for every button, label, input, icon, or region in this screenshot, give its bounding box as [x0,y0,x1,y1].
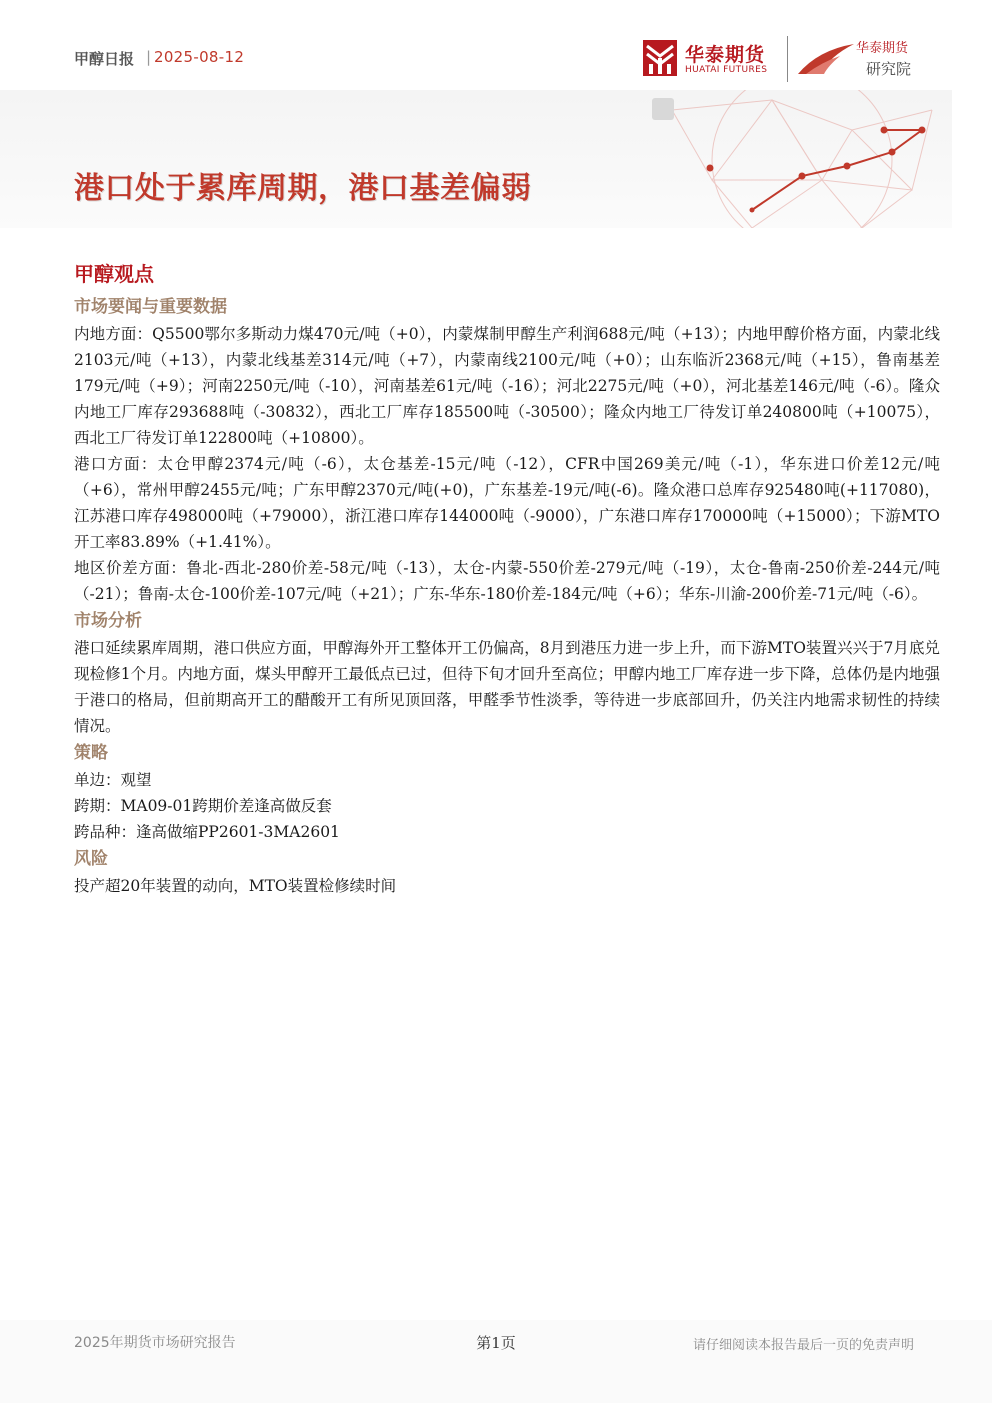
logo-en-text: HUATAI FUTURES [685,65,768,75]
report-date: 2025-08-12 [154,48,245,66]
market-news-heading: 市场要闻与重要数据 [74,297,227,317]
port-paragraph: 港口方面：太仓甲醇2374元/吨（-6），太仓基差-15元/吨（-12），CFR中国269美元/吨（-1），华东进口价差12元/吨（+6），常州甲醇2455元/吨；广东甲醇2370元/吨(+0)，广东基差-19元/吨(-6)。隆众港口总库存925480吨(+117080)，江苏港口库存498000吨（+79000），浙江港口库存144000吨（-9000），广东港口库存170000吨（+15000）；下游MTO开工率83.89%（+1.41%）。 [74,455,940,551]
logo-divider [787,36,788,82]
logo-cn-text: 华泰期货 [685,44,766,66]
title-banner [0,90,952,228]
strategy-cross: 跨品种：逢高做缩PP2601-3MA2601 [74,823,340,841]
institute-line1: 华泰期货 [856,41,909,56]
research-institute-logo [796,36,926,82]
huatai-logo-mark-icon [643,40,677,76]
strategy-heading: 策略 [74,743,108,763]
page-number: 第1页 [476,1334,516,1352]
network-graphic-icon [652,90,952,228]
strategy-spread: 跨期：MA09-01跨期价差逢高做反套 [74,797,332,815]
report-header [0,0,992,90]
page-headline: 港口处于累库周期，港口基差偏弱 [74,171,532,206]
disclaimer-note: 请仔细阅读本报告最后一页的免责声明 [692,1338,914,1353]
analysis-heading: 市场分析 [74,611,142,631]
huatai-futures-logo [643,40,783,80]
institute-line2: 研究院 [866,60,912,78]
risk-paragraph: 投产超20年装置的动向，MTO装置检修续时间 [74,877,397,895]
report-body [74,258,940,899]
page-footer [0,1320,992,1403]
wing-logo-icon [796,40,860,78]
section-title: 甲醇观点 [74,262,154,286]
header-separator: | [146,48,152,66]
strategy-single: 单边：观望 [74,771,152,789]
regional-spread-paragraph: 地区价差方面：鲁北-西北-280价差-58元/吨（-13），太仓-内蒙-550价差-279元/吨（-19），太仓-鲁南-250价差-244元/吨（-21）；鲁南-太仓-100价差-107元/吨（+21）；广东-华东-180价差-184元/吨（+6）；华东-川渝-200价差-71元/吨（-6）。 [74,559,940,603]
report-name: 甲醇日报 [74,50,135,68]
footer-report-label: 2025年期货市场研究报告 [74,1335,236,1351]
analysis-paragraph: 港口延续累库周期，港口供应方面，甲醇海外开工整体开工仍偏高，8月到港压力进一步上升，而下游MTO装置兴兴于7月底兑现检修1个月。内地方面，煤头甲醇开工最低点已过，但待下旬才回升至高位；甲醇内地工厂库存进一步下降，总体仍是内地强于港口的格局，但前期高开工的醋酸开工有所见顶回落，甲醛季节性淡季，等待进一步底部回升，仍关注内地需求韧性的持续情况。 [74,639,940,735]
risk-heading: 风险 [74,849,108,869]
inland-paragraph: 内地方面：Q5500鄂尔多斯动力煤470元/吨（+0），内蒙煤制甲醇生产利润688元/吨（+13）；内地甲醇价格方面，内蒙北线2103元/吨（+13），内蒙北线基差314元/吨（+7），内蒙南线2100元/吨（+0）；山东临沂2368元/吨（+15），鲁南基差179元/吨（+9）；河南2250元/吨（-10），河南基差61元/吨（-16）；河北2275元/吨（+0），河北基差146元/吨（-6）。隆众内地工厂库存293688吨（-30832），西北工厂库存185500吨（-30500）；隆众内地工厂待发订单240800吨（+10075），西北工厂待发订单122800吨（+10800）。 [74,325,940,447]
